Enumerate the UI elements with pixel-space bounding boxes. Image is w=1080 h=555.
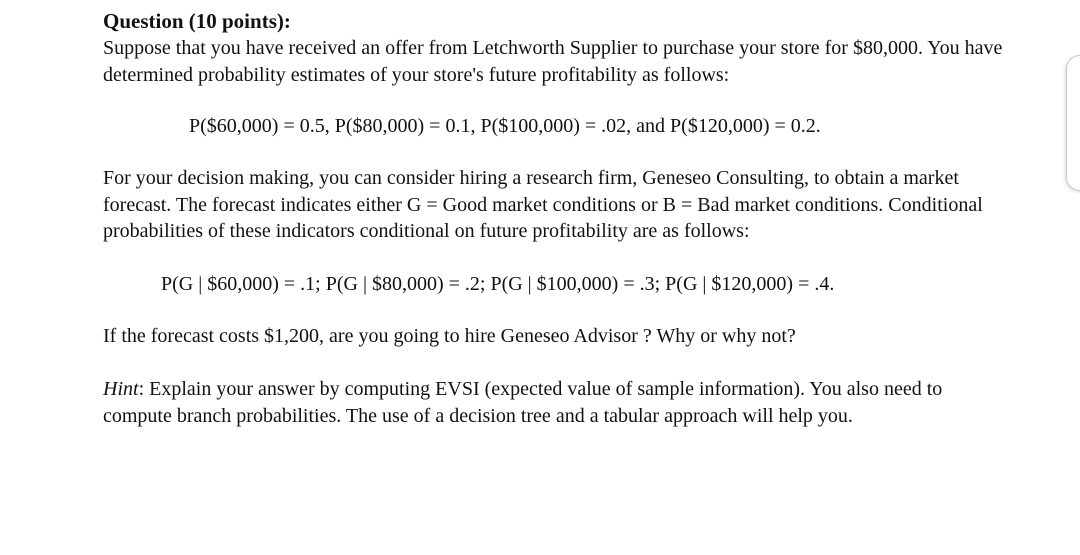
question-document bbox=[103, 8, 1003, 429]
intro-paragraph: Suppose that you have received an offer from Letchworth Supplier to purchase your store for $80,000. You have determined probability estimates of your store's future profitability as follows: bbox=[103, 37, 1003, 86]
question-title: Question (10 points): bbox=[103, 9, 291, 33]
hint-paragraph bbox=[103, 376, 1003, 429]
research-paragraph: For your decision making, you can consider hiring a research firm, Geneseo Consulting, to obtain a market forecast. The forecast indicates either G = Good market conditions or B = Bad market conditions. Conditional probabilities of these indicators conditional on future profitability are as follows: bbox=[103, 167, 983, 242]
cost-question: If the forecast costs $1,200, are you going to hire Geneseo Advisor ? Why or why not? bbox=[103, 324, 796, 347]
hint-label: Hint bbox=[103, 378, 139, 400]
prior-probabilities: P($60,000) = 0.5, P($80,000) = 0.1, P($100,000) = .02, and P($120,000) = 0.2. bbox=[189, 115, 821, 137]
hint-text: : Explain your answer by computing EVSI (expected value of sample information). You also need to compute branch probabilities. The use of a decision tree and a tabular approach will help you. bbox=[103, 378, 943, 427]
side-panel-handle[interactable] bbox=[1066, 55, 1080, 191]
conditional-probabilities: P(G | $60,000) = .1; P(G | $80,000) = .2; P(G | $100,000) = .3; P(G | $120,000) = .4. bbox=[161, 272, 835, 295]
